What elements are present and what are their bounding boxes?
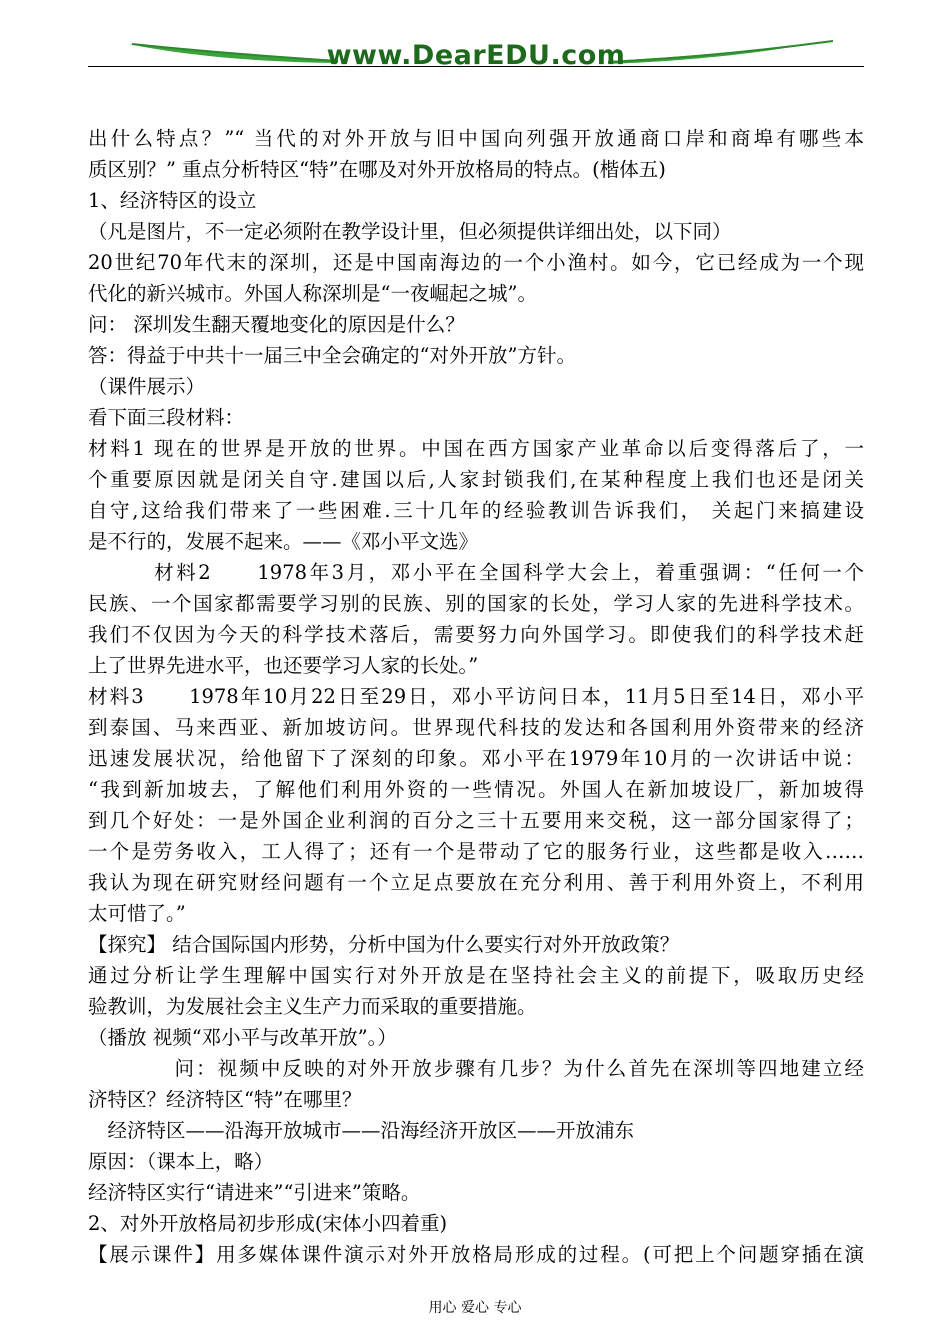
text-line: 材料3 1978年10月22日至29日，邓小平访问日本，11月5日至14日，邓小平 [88,685,864,708]
text-line: 质区别？” 重点分析特区“特”在哪及对外开放格局的特点。(楷体五) [88,158,666,181]
text-line: 1、经济特区的设立 [88,189,257,212]
text-line: 材料1 现在的世界是开放的世界。中国在西方国家产业革命以后变得落后了，一 [88,437,864,460]
text-line: 材料2 1978年3月，邓小平在全国科学大会上，着重强调：“任何一个 [88,561,864,584]
text-line: （凡是图片，不一定必须附在教学设计里，但必须提供详细出处，以下同） [88,220,732,243]
text-line: 看下面三段材料： [88,406,245,429]
text-line: 2、对外开放格局初步形成(宋体小四着重) [88,1212,448,1235]
text-line: 太可惜了。” [88,902,186,925]
text-line: 个重要原因就是闭关自守.建国以后,人家封锁我们,在某种程度上我们也还是闭关 [88,468,864,491]
text-line: 上了世界先进水平，也还要学习人家的长处。” [88,654,479,677]
page-footer: 用心 爱心 专心 [428,1300,522,1316]
text-line: 到几个好处：一是外国企业利润的百分之三十五要用来交税，这一部分国家得了； [88,809,864,832]
text-line: 经济特区实行“请进来”“引进来”策略。 [88,1181,421,1204]
text-line: （课件展示） [88,375,206,398]
text-line: 自守,这给我们带来了一些困难.三十几年的经验教训告诉我们， 关起门来搞建设 [88,499,864,522]
text-line: 我们不仅因为今天的科学技术落后，需要努力向外国学习。即使我们的科学技术赶 [88,623,864,646]
text-line: 验教训，为发展社会主义生产力而采取的重要措施。 [88,995,537,1018]
text-line: “我到新加坡去，了解他们利用外资的一些情况。外国人在新加坡设厂，新加坡得 [88,778,864,801]
document-body [88,123,864,1270]
site-logo-text: www.DearEDU.com [326,40,626,71]
text-line: 问： 深圳发生翻天覆地变化的原因是什么？ [88,313,465,336]
text-line: 出什么特点？”“ 当代的对外开放与旧中国向列强开放通商口岸和商埠有哪些本 [88,127,864,150]
text-line: 迅速发展状况，给他留下了深刻的印象。邓小平在1979年10月的一次讲话中说： [88,747,864,770]
text-line: 【展示课件】用多媒体课件演示对外开放格局形成的过程。(可把上个问题穿插在演 [88,1243,864,1266]
text-line: 一个是劳务收入，工人得了；还有一个是带动了它的服务行业，这些都是收入…… [88,840,864,863]
text-line: 到泰国、马来西亚、新加坡访问。世界现代科技的发达和各国利用外资带来的经济 [88,716,864,739]
text-line: 济特区？经济特区“特”在哪里？ [88,1088,362,1111]
text-line: 问：视频中反映的对外开放步骤有几步？为什么首先在深圳等四地建立经 [88,1057,864,1080]
text-line: 代化的新兴城市。外国人称深圳是“一夜崛起之城”。 [88,282,537,305]
text-line: 20世纪70年代末的深圳，还是中国南海边的一个小渔村。如今，它已经成为一个现 [88,251,864,274]
text-line: 民族、一个国家都需要学习别的民族、别的国家的长处，学习人家的先进科学技术。 [88,592,864,615]
text-line: 原因：（课本上，略） [88,1150,274,1173]
text-line: 【探究】 结合国际国内形势，分析中国为什么要实行对外开放政策？ [88,933,680,956]
header-divider [88,66,864,67]
text-line: 经济特区——沿海开放城市——沿海经济开放区——开放浦东 [88,1119,635,1142]
text-line: 是不行的，发展不起来。——《邓小平文选》 [88,530,479,553]
text-line: 通过分析让学生理解中国实行对外开放是在坚持社会主义的前提下，吸取历史经 [88,964,864,987]
text-line: 我认为现在研究财经问题有一个立足点要放在充分利用、善于利用外资上，不利用 [88,871,864,894]
text-line: 答：得益于中共十一届三中全会确定的“对外开放”方针。 [88,344,576,367]
site-header-banner [88,30,864,78]
text-line: （播放 视频“邓小平与改革开放”。） [88,1026,397,1049]
